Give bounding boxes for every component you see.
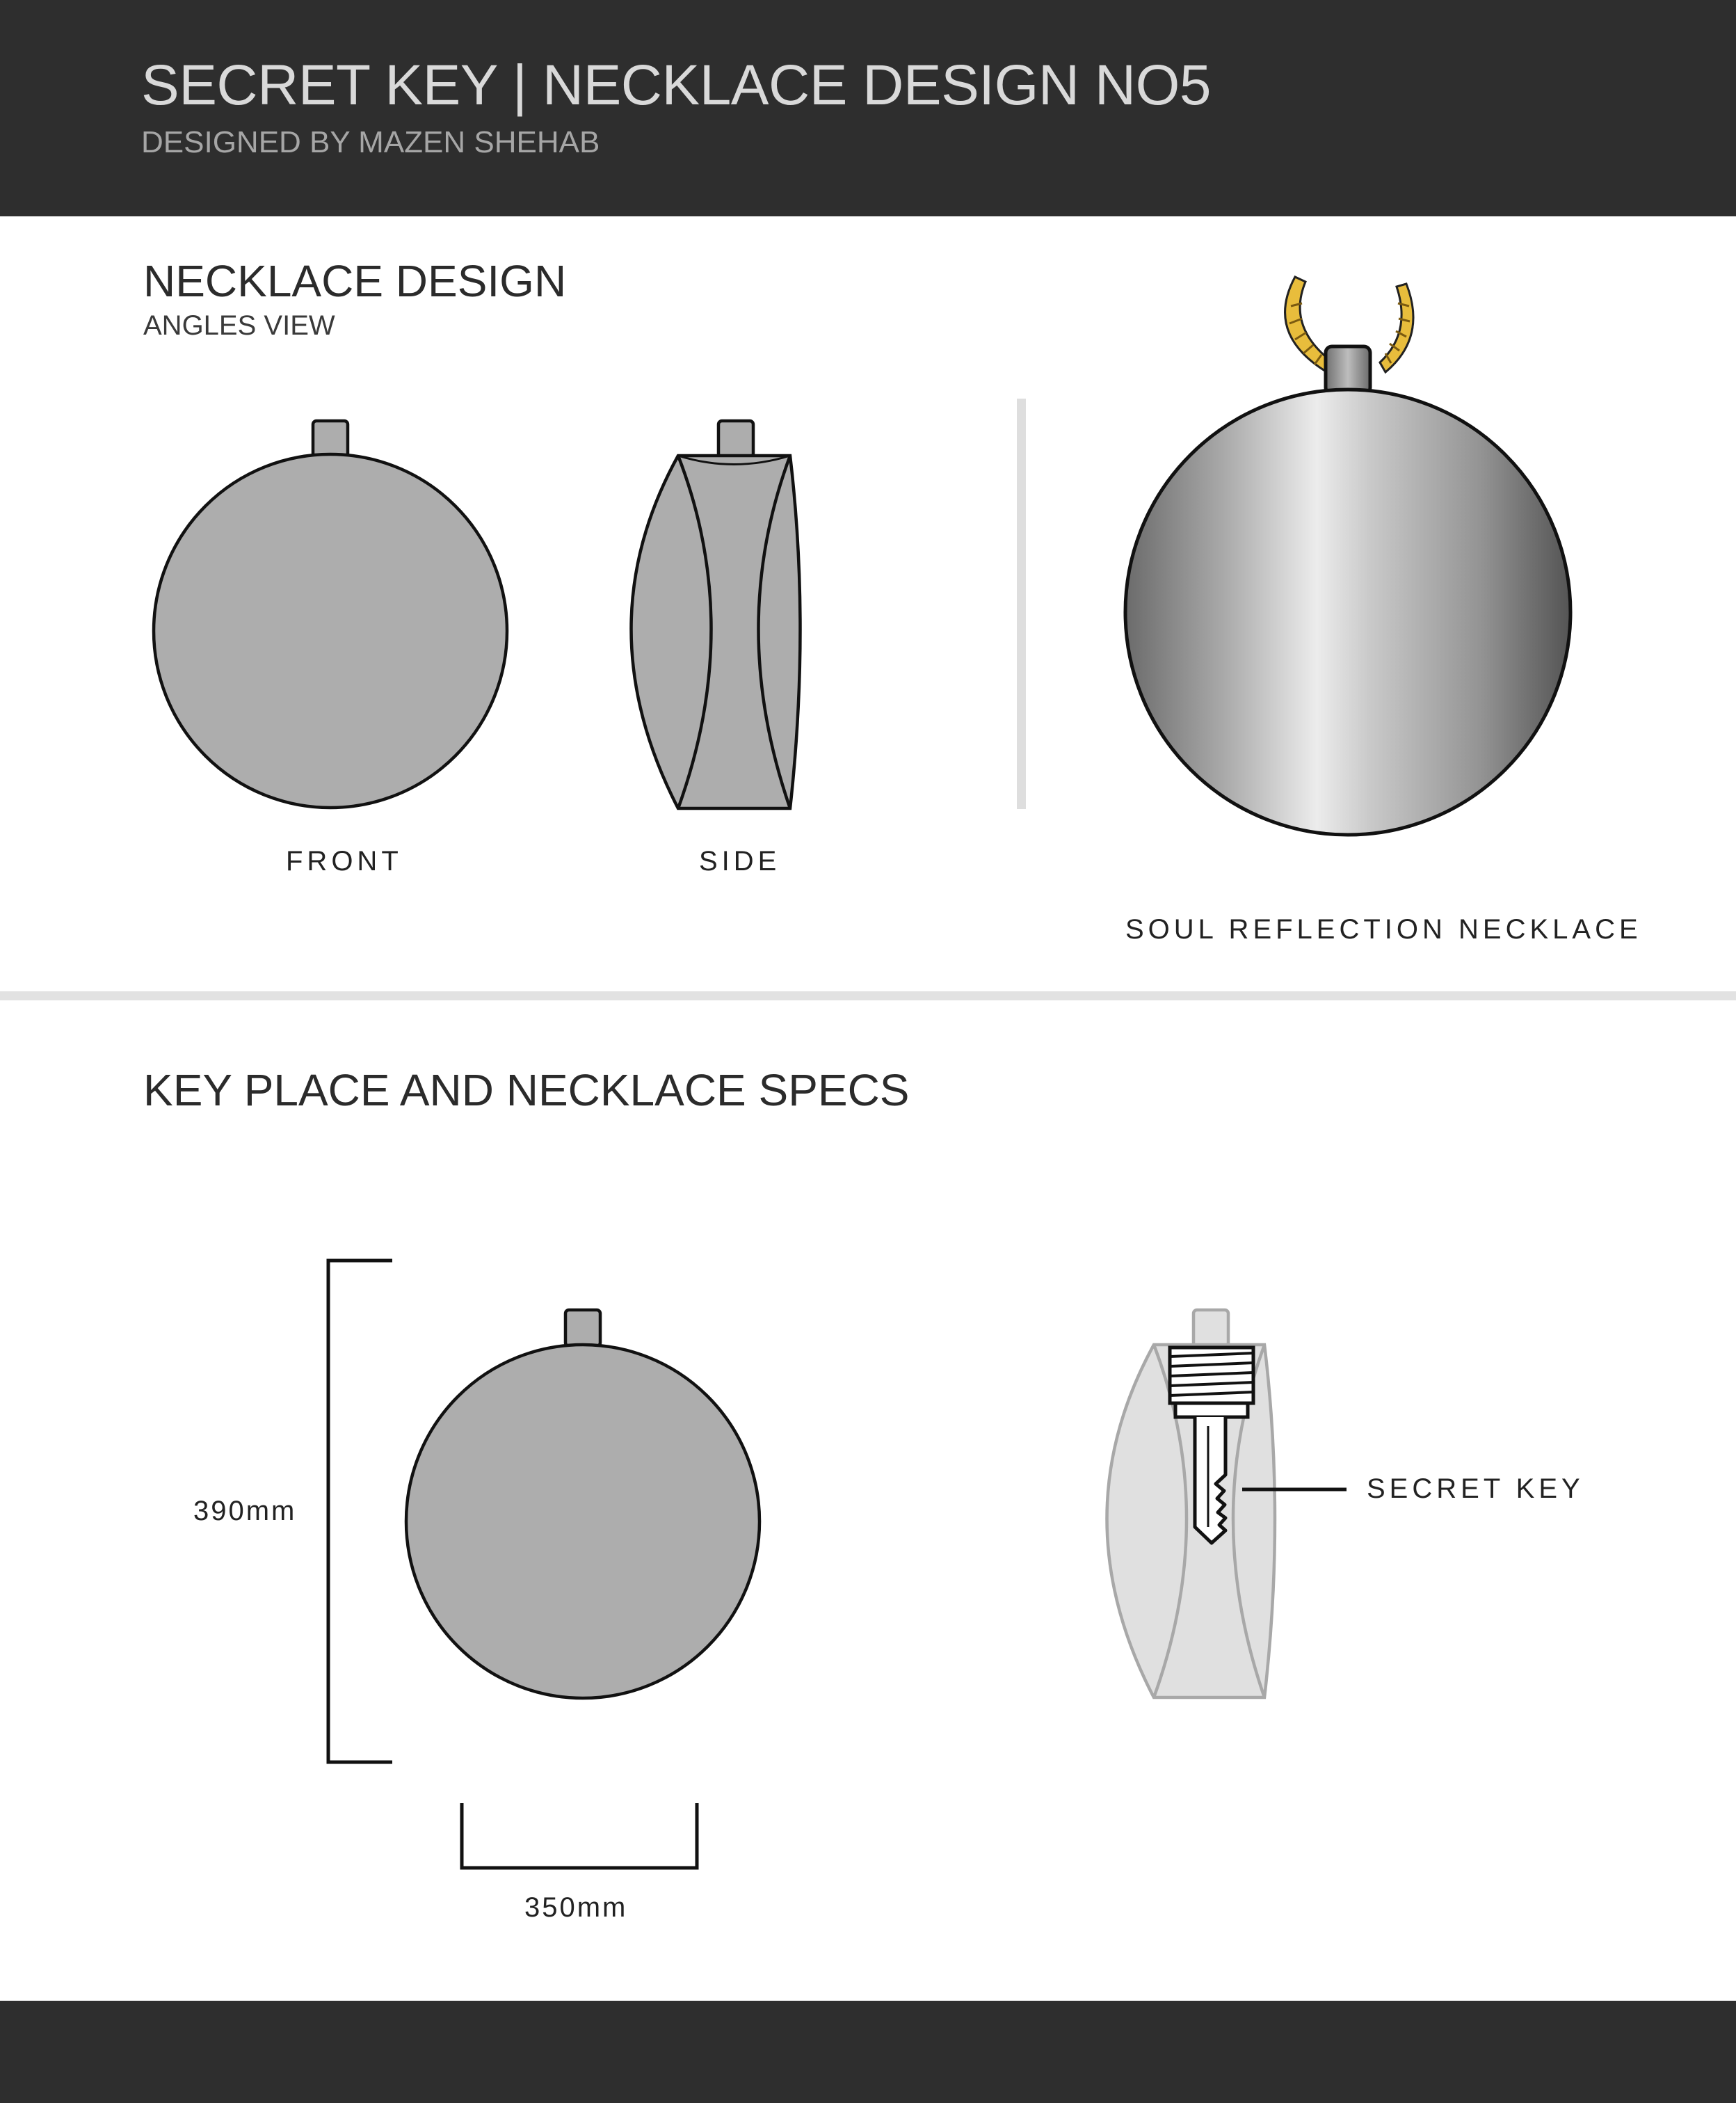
footer-band [0,2001,1736,2103]
dimension-width-bracket [462,1803,697,1868]
front-view-pendant [154,421,507,808]
designer-credit: DESIGNED BY MAZEN SHEHAB [141,125,600,159]
secret-key-label: SECRET KEY [1367,1473,1584,1504]
soul-reflection-necklace-render [1125,277,1570,835]
render-pendant-disc [1125,390,1570,835]
side-bail [718,421,753,457]
necklace-design-heading: NECKLACE DESIGN [143,256,567,306]
render-label: SOUL REFLECTION NECKLACE [1125,914,1642,945]
height-dimension-label: 390mm [193,1496,297,1526]
specs-front-pendant [406,1310,760,1698]
page-title: SECRET KEY | NECKLACE DESIGN NO5 [141,54,1211,117]
section-divider-horizontal [0,991,1736,1000]
specs-bail [565,1310,600,1346]
specs-heading: KEY PLACE AND NECKLACE SPECS [143,1065,910,1115]
width-dimension-label: 350mm [524,1892,628,1923]
front-pendant-disc [154,454,507,808]
angles-view-subheading: ANGLES VIEW [143,310,335,341]
front-bail [313,421,348,457]
side-view-pendant [632,421,801,808]
dimension-height-bracket [328,1261,392,1762]
render-bail [1326,346,1370,394]
side-view-label: SIDE [699,846,781,877]
section-divider-vertical [1017,399,1026,809]
front-view-label: FRONT [286,846,403,877]
specs-pendant-disc [406,1345,760,1698]
